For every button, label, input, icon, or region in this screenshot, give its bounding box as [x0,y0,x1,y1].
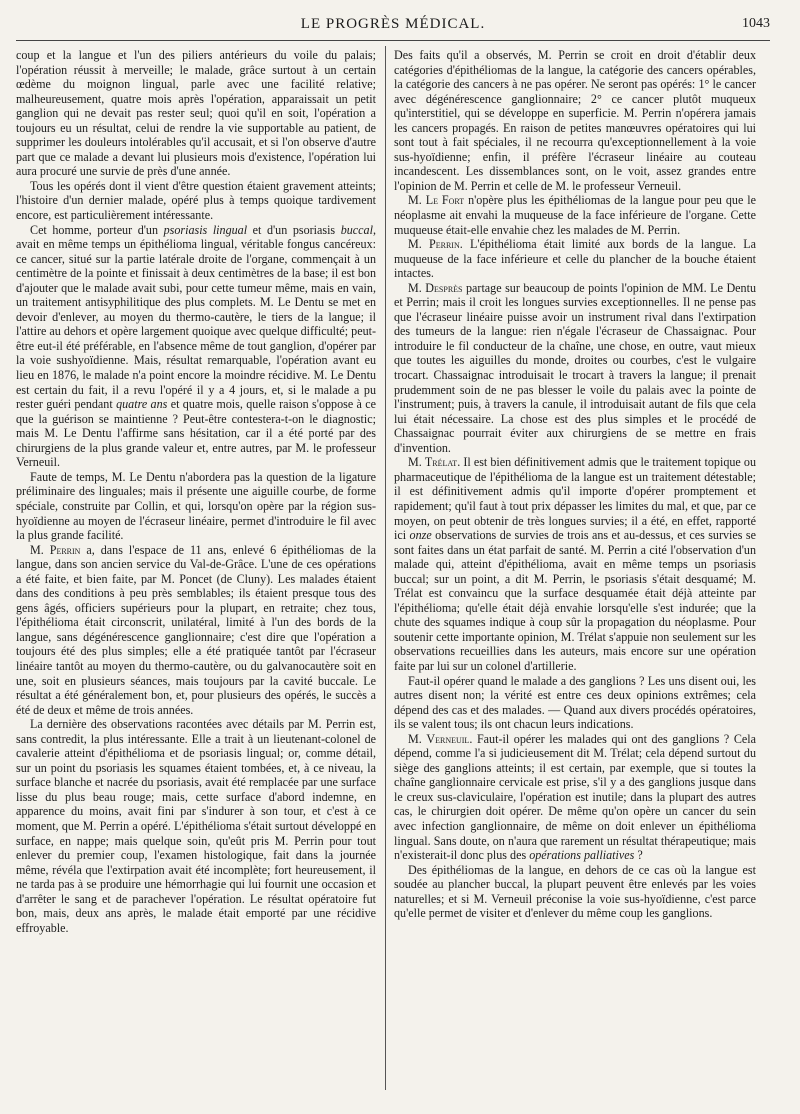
running-head [16,14,770,40]
text-run: Des faits qu'il a observés, M. Perrin se croit en droit d'établir deux catégories d'épithéliomas de la langue, la catégorie des cancers opérables, la catégorie des cancers à ne pas opérer. Ne seront pas opérés: 1° le cancer avec dégénérescence ganglionnaire; 2° ce cancer plutôt muqueux qu'interstitiel, qui se développe en superficie. M. Perrin n'opérera jamais les cancers propagés. En raison de petites manœuvres opératoires qui lui sont tout à fait spéciales, il ne recourra qu'exceptionnellement à la voie sus-hyoïdienne; enfin, il préfère l'écraseur linéaire au couteau incandescent. Les dissemblances sont, on le voit, assez grandes entre l'opinion de M. Perrin et celle de M. le professeur Verneuil. [394,48,756,193]
paragraph [16,717,376,935]
text-run: a, dans l'espace de 11 ans, enlevé 6 épithéliomas de la langue, dans son ancien service du Val-de-Grâce. L'une de ces opérations a été faite, et bien faite, par M. Poncet (de Cluny). Les malades étaient dans des conditions à peu près semblables; ils étaient presque tous des gens âgés, officiers supérieurs pour la plupart, en retraite; chez tous, l'épithélioma était circonscrit, unilatéral, limité à l'un des bords de la langue, sans dégénérescence ganglionnaire; c'est dire que l'opération a toujours été des plus simples; elle a été pratiquée tantôt par l'écraseur linéaire tantôt au moyen du thermo-cautère, ou du galvanocautère soit en une, soit en plusieurs séances, mais toujours par la cavité buccale. Le résultat a été généralement bon, et, pour plusieurs des opérés, le succès a été de deux et même de trois années. [16,542,376,717]
speaker-name: Perrin [49,542,81,557]
journal-title: LE PROGRÈS MÉDICAL. [300,16,486,32]
text-run: M. [30,542,50,557]
header-rule [16,40,770,41]
paragraph [394,863,756,921]
text-run: . Faut-il opérer les malades qui ont des ganglions ? Cela dépend, comme l'a si judicieusement dit M. Trélat; cela dépend surtout du siège des ganglions atteints; il est certain, par exemple, que si toutes la chaîne ganglionnaire cervicale est prise, s'il y a des ganglions jusque dans le creux sus-claviculaire, l'opération est inutile; dans la plupart des autres cas, le chirurgien doit opérer. De même qu'on opère un cancer du sein avec infection ganglionnaire, de même on doit enlever un épithélioma lingual. Sans doute, on n'aura que rarement un résultat thérapeutique; mais n'existerait-il donc plus des [394,731,756,863]
text-run: Cet homme, porteur d'un [30,222,164,237]
paragraph [394,455,756,673]
text-run: Tous les opérés dont il vient d'être question étaient gravement atteints; l'histoire d'un dernier malade, opéré plus à temps quoique tardivement encore, est particulièrement intéressante. [16,178,376,223]
text-run: M. [408,237,430,252]
text-run: coup et la langue et l'un des piliers antérieurs du voile du palais; l'opération réussit à merveille; le malade, grâce surtout à un certain œdème du moignon lingual, parle avec une facilité relative; malheureusement, quatre mois après l'opération, apparaissait un petit ganglion qui ne devait pas rester seul; quoi qu'il en soit, l'opération a toujours eu un résultat, celui de rendre la vie supportable au patient, de supprimer les douleurs intolérables qu'il accusait, et si l'on observe d'autre part que ce malade a devant lui plusieurs mois d'existence, l'opération lui aura procuré une survie de près d'une année. [16,48,376,179]
paragraph [394,674,756,732]
paragraph [16,179,376,223]
text-run: M. [408,731,427,746]
page-number: 1043 [742,16,770,31]
paragraph [394,281,756,456]
text-run: . L'épithélioma était limité aux bords de la langue. La muqueuse de la face inférieure et celle du plancher de la bouche étaient intactes. [394,237,756,281]
text-run: Faute de temps, M. Le Dentu n'abordera pas la question de la ligature préliminaire des linguales; mais il présente une aiguille courbe, de forme spéciale, construite par Collin, et qui, lorsqu'on opère par la région sus-hyoïdienne au moyen de l'écraseur linéaire, permet d'introduire le fil avec la plus grande facilité. [16,469,376,543]
italic-text: onze [409,528,432,543]
italic-text: quatre ans [116,397,168,412]
text-run: et quatre mois, quelle raison s'oppose à ce que la guérison se maintienne ? Peut-être contestera-t-on le diagnostic; mais M. Le Dentu l'affirme sans hésitation, car il a été porté par des chirurgiens de la plus grande valeur et, entre autres, par M. le professeur Verneuil. [16,397,377,470]
left-column [16,48,376,935]
paragraph [16,48,376,179]
paragraph [394,732,756,863]
text-run: La dernière des observations racontées avec détails par M. Perrin est, sans contredit, la plus intéressante. Elle a trait à un lieutenant-colonel de cavalerie atteint d'épithélioma et de psoriasis lingual; or, comme détail, sur un point du psoriasis les squames étaient tombées, et, à ce niveau, la surface blanche et nacrée du psoriasis, avait été remplacée par une surface lisse du plus beau rouge; mais, cette surface d'abord indemne, en apparence du moins, avait fini par s'indurer à son tour, et c'est à ce moment, que M. Perrin a opéré. L'épithélioma s'était surtout développé en surface, en nappe; mais quelque soin, qu'eût pris M. Perrin pour tout enlever du premier coup, l'examen histologique, fait dans la journée même, révéla que l'extirpation avait été incomplète; fort heureusement, il ne tarda pas à se produire une hémorrhagie qui lui fournit une occasion et d'arrêter le sang et de parachever l'opération. Le résultat opératoire fut bon, mais, deux ans après, le malade était emporté par une récidive effroyable. [16,717,376,935]
column-divider [385,46,386,1090]
speaker-name: Le Fort [425,193,465,208]
text-run: Des épithéliomas de la langue, en dehors de ce cas où la langue est soudée au plancher buccal, la plupart peuvent être enlevés par les voies naturelles; et si M. Verneuil préconise la voie sus-hyoïdienne, c'est parce qu'elle permet de visiter et d'enlever du même coup les ganglions. [394,862,756,921]
text-run: et d'un psoriasis [247,222,341,237]
speaker-name: Perrin [429,237,460,252]
italic-text: opérations palliatives [529,848,635,863]
text-run: partage sur beaucoup de points l'opinion de MM. Le Dentu et Perrin; mais il croit les longues survies exceptionnelles. Il ne pense pas que l'écraseur linéaire puisse avoir un instrument rival dans l'extirpation des tumeurs de la langue: rien n'égale l'écraseur de Chassaignac. Pour introduire le fil conducteur de la chaîne, une chose, en outre, vaut mieux que toutes les aiguilles du monde, droites ou courbes, c'est le vulgaire trocart. Chassaignac introduisait le trocart à travers la langue; il prenait prudemment soin de ne pas blesser le voile du palais avec la pointe de l'instrument; puis, à travers la canule, il introduisait autant de fils que cela lui était nécessaire. La chose est des plus simples et le procédé de Chassaignac pourrait éviter aux chirurgiens de se mettre en frais d'invention. [394,280,756,455]
italic-text: buccal [340,222,373,237]
italic-text: psoriasis lingual [163,222,248,237]
right-column [394,48,756,921]
speaker-name: Desprès [425,280,463,295]
speaker-name: Verneuil [426,731,470,746]
text-run: observations de survies de trois ans et au-dessus, et ces survies se sont faites dans un état parfait de santé. M. Perrin a cité l'observation d'un malade qui, atteint d'épithélioma, avait en même temps un psoriasis buccal; sur un point, a dit M. Perrin, le psoriasis s'était desquamé; M. Trélat est convaincu que la surface desquamée était déjà atteinte par l'épithélioma; qu'elle était déjà envahie lorsqu'elle s'est indurée; que la chute des squames indique à coup sûr la propagation du néoplasme. Pour soutenir cette importante opinion, M. Trélat s'appuie non seulement sur les observations recueillies dans les auteurs, mais encore sur une opération faite par lui sur un colonel d'artillerie. [394,528,756,673]
paragraph [394,237,756,281]
paragraph [16,223,376,470]
text-run: M. [408,193,426,208]
text-run: M. [408,455,425,470]
text-run: ? [634,848,643,863]
speaker-name: Trélat [424,455,458,470]
text-run: , avait en même temps un épithélioma lingual, véritable fongus cancéreux: ce cancer, situé sur la partie latérale droite de l'organe, commençait à un centimètre de la pointe et finissait à deux centimètres de la base; il est bon d'ajouter que le malade avait subi, pour cette tumeur même, mais en vain, un traitement antisyphilitique des plus complets. M. Le Dentu se met en devoir d'enlever, au moyen du thermo-cautère, le tiers de la langue; il l'attire au dehors et opère largement quoique avec quelque difficulté; peut-être eut-il été préférable, en l'absence même de tout ganglion, d'opérer par la voie sushyoïdienne. Mais, résultat remarquable, l'opération avant eu lieu en 1876, le malade n'a point encore la moindre récidive. M. Le Dentu est certain du fait, il a revu l'opéré il y a 4 jours, et, si le malade a pu rester guéri pendant [16,222,376,412]
paragraph [16,543,376,718]
text-run: . Il est bien définitivement admis que le traitement topique ou pharmaceutique de l'épithélioma de la langue est un traitement détestable; il est définitivement admis qu'il importe d'opérer promptement et rapidement; qu'il faut à tout prix dépasser les limites du mal, et que, par ce moyen, on peut obtenir de très longues survies; il a été, en effet, rapporté ici [394,455,756,543]
text-run: Faut-il opérer quand le malade a des ganglions ? Les uns disent oui, les autres disent non; la vérité est entre ces deux opinions extrêmes; cela dépend des cas et des malades. — Quand aux divers procédés opératoires, ils se valent tous; ils ont chacun leurs indications. [394,673,756,732]
paragraph [16,470,376,543]
paragraph [394,48,756,193]
text-run: n'opère plus les épithéliomas de la langue pour peu que le néoplasme ait envahi la muqueuse de la face inférieure de l'organe. Cette muqueuse était-elle envahie chez les malades de M. Perrin. [394,193,756,237]
text-run: M. [408,280,426,295]
paragraph [394,193,756,237]
